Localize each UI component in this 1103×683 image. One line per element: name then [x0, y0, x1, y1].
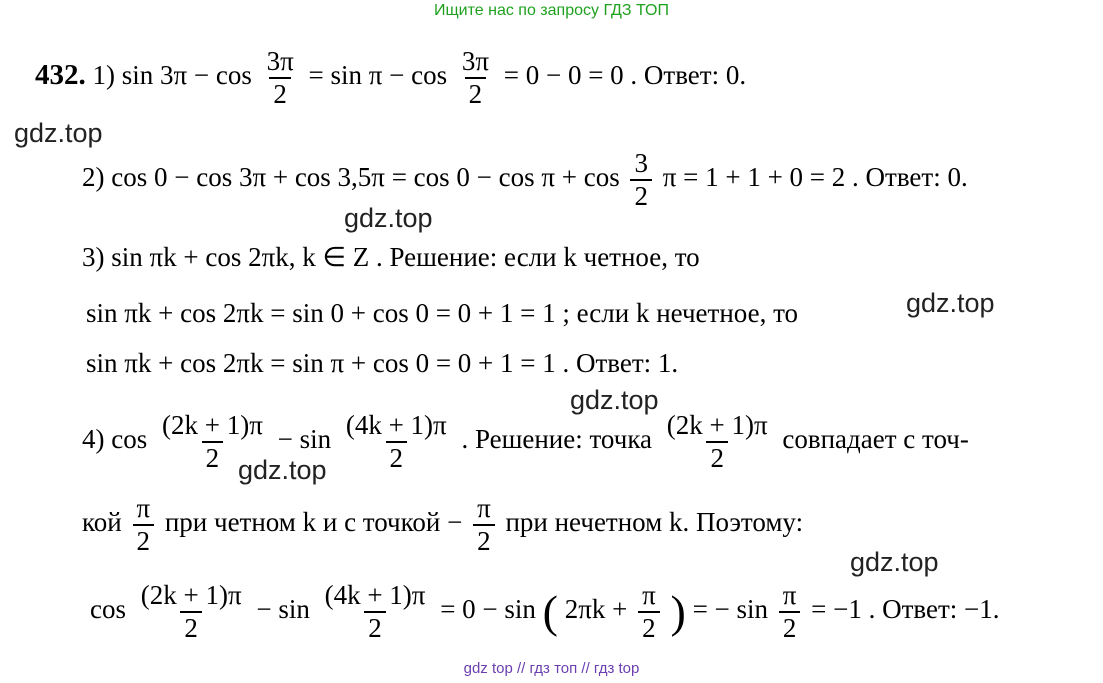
- p2-text-b: π = 1 + 1 + 0 = 2 . Ответ: 0.: [662, 162, 968, 193]
- p1-text-c: = 0 − 0 = 0 . Ответ: 0.: [503, 60, 747, 91]
- p1-text-b: = sin π − cos: [308, 60, 448, 91]
- p4-fraction-3: [663, 412, 772, 472]
- numerator: (2k + 1)π: [140, 580, 242, 610]
- watermark: gdz.top: [850, 547, 939, 577]
- denominator: 2: [638, 611, 660, 642]
- problem-1-line: [35, 48, 746, 108]
- problem-3-line-1: 3) sin πk + cos 2πk, k ∈ Z . Решение: если k четное, то: [82, 242, 700, 272]
- numerator: π: [477, 493, 491, 523]
- footer-watermark: gdz top // гдз топ // гдз top: [463, 660, 640, 677]
- watermark: gdz.top: [570, 385, 659, 415]
- p4-cos: cos: [111, 424, 148, 455]
- problem-number: 432.: [35, 59, 86, 92]
- denominator: 2: [706, 441, 728, 472]
- denominator: 2: [269, 77, 291, 108]
- p4-l3-fraction-3: [638, 582, 660, 642]
- p4-text-b: совпадает с точ-: [782, 424, 969, 455]
- p4-label: 4): [82, 424, 105, 455]
- numerator: (2k + 1)π: [666, 410, 768, 440]
- numerator: (2k + 1)π: [162, 410, 263, 440]
- p2-label: 2): [82, 162, 105, 193]
- p1-fraction-2: [458, 48, 493, 108]
- p4-l3-fraction-4: [779, 582, 801, 642]
- denominator: 2: [133, 524, 155, 555]
- p1-fraction-1: [263, 48, 298, 108]
- numerator: π: [642, 580, 656, 610]
- watermark: gdz.top: [238, 455, 327, 485]
- p4-l2-a: кой: [82, 507, 122, 538]
- problem-4-line-1: [82, 412, 969, 472]
- denominator: 2: [386, 441, 408, 472]
- p4-l3-minus-sin: − sin: [256, 594, 310, 625]
- numerator: π: [136, 493, 151, 523]
- p4-l2-b: при четном k и с точкой −: [164, 507, 463, 538]
- p4-l3-after: = − sin: [692, 594, 769, 625]
- p4-l3-end: = −1 . Ответ: −1.: [811, 594, 1000, 625]
- numerator: 3π: [266, 46, 294, 76]
- denominator: 2: [364, 611, 386, 642]
- denominator: 2: [779, 611, 801, 642]
- p4-fraction-2: [342, 412, 451, 472]
- numerator: 3: [634, 148, 648, 178]
- denominator: 2: [180, 611, 202, 642]
- numerator: π: [782, 580, 797, 610]
- p2-text-a: cos 0 − cos 3π + cos 3,5π = cos 0 − cos π + cos: [111, 162, 620, 193]
- denominator: 2: [473, 524, 495, 555]
- problem-4-line-2: [82, 495, 803, 555]
- denominator: 2: [630, 179, 652, 210]
- p4-l3-fraction-1: [137, 582, 246, 642]
- p1-text-a: sin 3π − cos: [121, 60, 252, 91]
- p4-l3-mid: = 0 − sin: [440, 594, 536, 625]
- p2-fraction: [630, 150, 652, 210]
- p4-minus-sin: − sin: [277, 424, 332, 455]
- p4-fraction-4: [132, 495, 154, 555]
- numerator: 3π: [461, 46, 489, 76]
- p4-l3-fraction-2: [321, 582, 430, 642]
- p4-l3-cos: cos: [90, 594, 126, 625]
- p4-l2-c: при нечетном k. Поэтому:: [505, 507, 804, 538]
- numerator: (4k + 1)π: [345, 410, 447, 440]
- p4-fraction-5: [473, 495, 495, 555]
- problem-4-line-3: [90, 582, 1000, 642]
- watermark: gdz.top: [14, 118, 103, 148]
- p4-text-a: . Решение: точка: [461, 424, 653, 455]
- problem-2-line: [82, 150, 968, 210]
- watermark: gdz.top: [906, 288, 995, 318]
- close-paren: ): [670, 586, 686, 637]
- p1-label: 1): [92, 60, 115, 91]
- numerator: (4k + 1)π: [324, 580, 426, 610]
- open-paren: (: [542, 586, 558, 637]
- watermark: gdz.top: [344, 203, 433, 233]
- p4-l3-inner: 2πk +: [564, 594, 628, 625]
- problem-3-line-3: sin πk + cos 2πk = sin π + cos 0 = 0 + 1 = 1 . Ответ: 1.: [86, 348, 679, 378]
- denominator: 2: [465, 77, 487, 108]
- denominator: 2: [202, 441, 224, 472]
- search-banner: Ищите нас по запросу ГДЗ ТОП: [434, 2, 669, 19]
- problem-3-line-2: sin πk + cos 2πk = sin 0 + cos 0 = 0 + 1 = 1 ; если k нечетное, то: [86, 298, 799, 328]
